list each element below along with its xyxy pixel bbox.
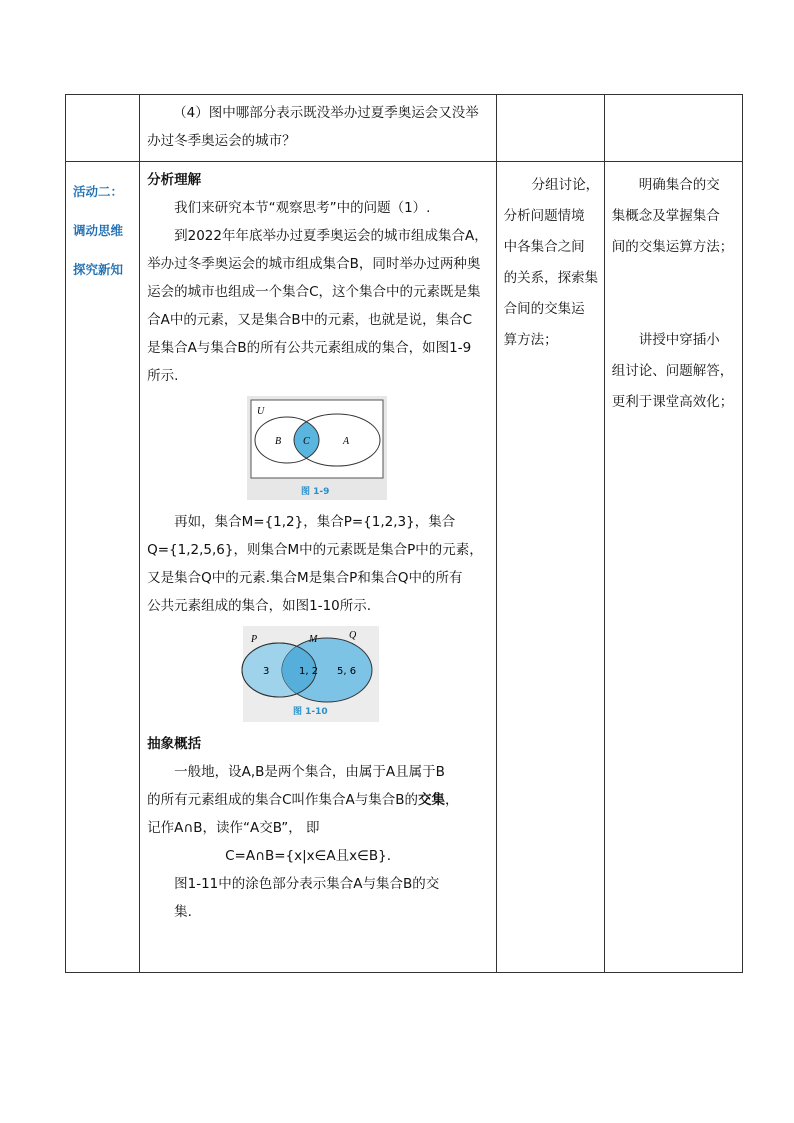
- venn-diagram-1-10: [147, 626, 487, 722]
- lesson-table: [65, 94, 743, 973]
- col4-line: 组讨论、问题解答，: [611, 363, 734, 379]
- text-span: ，: [445, 792, 459, 808]
- empty-cell: [496, 95, 604, 162]
- activity-label-line: 调动思维: [73, 223, 124, 238]
- section-title: 分析理解: [147, 172, 202, 188]
- col4-line: 更利于课堂高效化；: [611, 394, 734, 410]
- paragraph-line: 一般地，设A,B是两个集合，由属于A且属于B: [174, 764, 445, 780]
- term-intersection: 交集: [418, 792, 446, 808]
- label-left-value: 3: [263, 666, 270, 677]
- table-row: [66, 95, 743, 162]
- paragraph-line: 到2022年年底举办过夏季奥运会的城市组成集合A，: [174, 228, 488, 244]
- figure-caption: 图 1-10: [293, 707, 328, 717]
- paragraph: 我们来研究本节“观察思考”中的问题（1）.: [174, 200, 431, 216]
- col3-line: 算方法；: [503, 332, 558, 348]
- col4-line: 明确集合的交: [638, 177, 720, 193]
- col4-line: 讲授中穿插小: [638, 332, 720, 348]
- paragraph-line: 所示.: [147, 368, 179, 384]
- paragraph-line: 再如，集合M={1,2}，集合P={1,2,3}，集合: [174, 514, 456, 530]
- paragraph-line: 公共元素组成的集合，如图1-10所示.: [147, 598, 372, 614]
- label-p: P: [251, 634, 258, 645]
- question-cell: [140, 95, 497, 162]
- empty-cell: [66, 95, 140, 162]
- paragraph-line: 运会的城市也组成一个集合C，这个集合中的元素既是集: [147, 284, 481, 300]
- col4-line: 集概念及掌握集合: [611, 208, 720, 224]
- col3-line: 分组讨论，: [531, 177, 600, 193]
- question-line-2: 办过冬季奥运会的城市？: [147, 133, 296, 149]
- paragraph-line: 记作A∩B，读作“A交B”， 即: [147, 820, 320, 836]
- section-title: 抽象概括: [147, 736, 202, 752]
- col3-line: 中各集合之间: [503, 239, 585, 255]
- label-c: C: [303, 436, 310, 447]
- paragraph-line: 集.: [174, 904, 192, 920]
- label-a: A: [343, 436, 350, 447]
- text-span: 的所有元素组成的集合C叫作集合A与集合B的: [147, 792, 419, 808]
- table-row: [66, 162, 743, 973]
- paragraph-line: 又是集合Q中的元素.集合M是集合P和集合Q中的所有: [147, 570, 463, 586]
- activity-label: [66, 162, 140, 973]
- paragraph-line: [147, 786, 490, 814]
- student-activity-cell: [496, 162, 604, 973]
- activity-label-line: 探究新知: [73, 262, 124, 277]
- figure-caption: 图 1-9: [301, 487, 330, 497]
- label-right-value: 5, 6: [337, 666, 357, 677]
- empty-cell: [604, 95, 742, 162]
- formula: C=A∩B={x|x∈A且x∈B}.: [225, 848, 392, 864]
- paragraph-line: 举办过冬季奥运会的城市组成集合B，同时举办过两种奥: [147, 256, 481, 272]
- design-intent-cell: [604, 162, 742, 973]
- label-b: B: [275, 436, 282, 447]
- question-line-1: （4）图中哪部分表示既没举办过夏季奥运会又没举: [173, 105, 479, 121]
- col3-line: 的关系，探索集: [503, 270, 599, 286]
- label-u: U: [257, 406, 265, 417]
- paragraph-line: 图1-11中的涂色部分表示集合A与集合B的交: [174, 876, 440, 892]
- label-mid-value: 1, 2: [299, 666, 319, 677]
- label-m: M: [309, 634, 318, 645]
- venn-diagram-1-9: [147, 396, 487, 500]
- label-q: Q: [349, 630, 357, 641]
- paragraph-line: 是集合A与集合B的所有公共元素组成的集合，如图1-9: [147, 340, 472, 356]
- paragraph-line: Q={1,2,5,6}，则集合M中的元素既是集合P中的元素，: [147, 542, 483, 558]
- col4-line: 间的交集运算方法；: [611, 239, 734, 255]
- paragraph-line: 合A中的元素，又是集合B中的元素，也就是说，集合C: [147, 312, 473, 328]
- content-cell: [140, 162, 497, 973]
- col3-line: 分析问题情境: [503, 208, 585, 224]
- col3-line: 合间的交集运: [503, 301, 585, 317]
- spacer: [612, 263, 738, 325]
- activity-label-line: 活动二：: [73, 184, 124, 199]
